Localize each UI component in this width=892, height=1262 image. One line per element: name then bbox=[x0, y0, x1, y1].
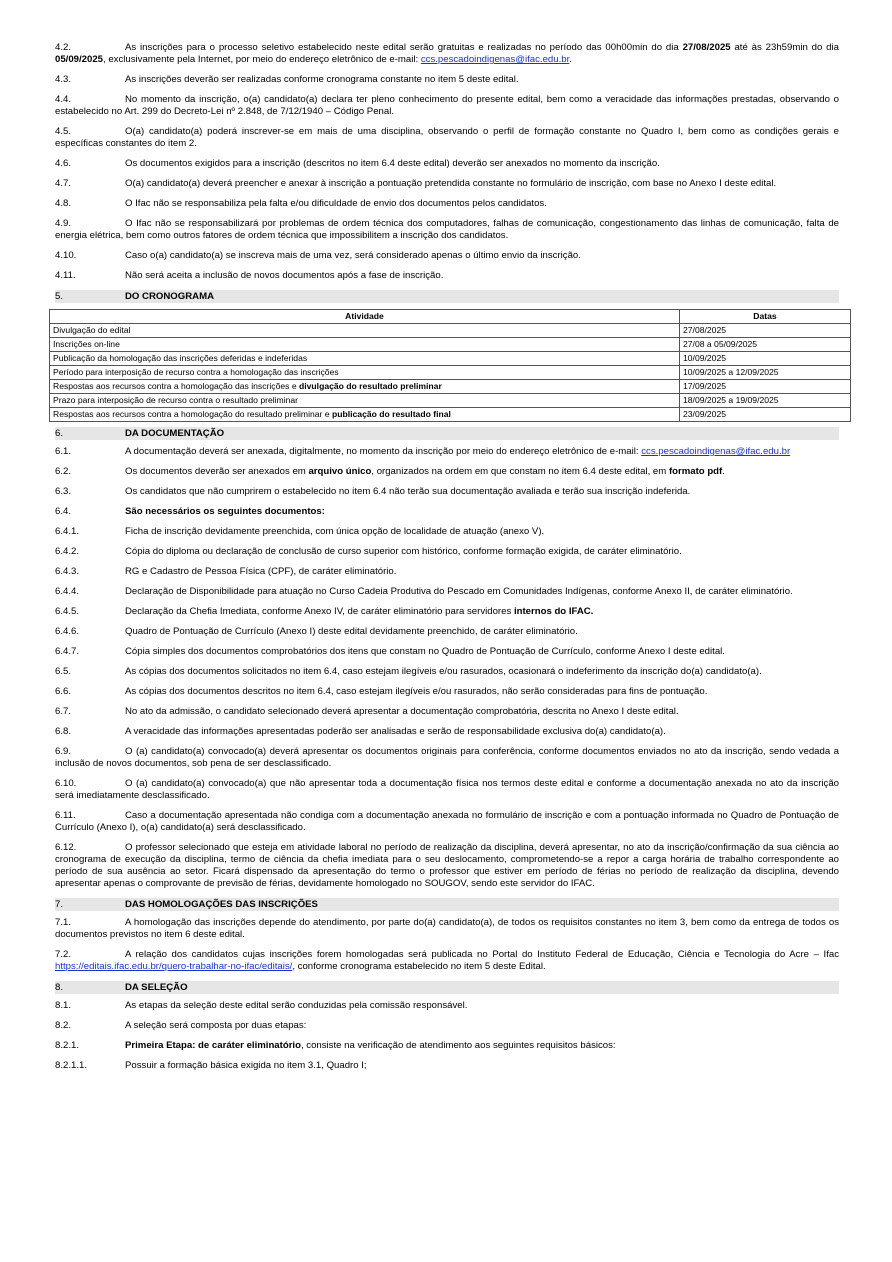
date-cell: 17/09/2025 bbox=[680, 380, 851, 394]
section-title: DAS HOMOLOGAÇÕES DAS INSCRIÇÕES bbox=[125, 899, 318, 910]
clause-text: Cópia simples dos documentos comprobatórios dos itens que constam no Quadro de Pontuação de Currículo, conforme Anexo I deste edital. bbox=[125, 646, 725, 657]
clause-number: 4.4. bbox=[55, 94, 72, 105]
clause-text: Possuir a formação básica exigida no item 3.1, Quadro I; bbox=[125, 1060, 367, 1071]
clause-number: 4.5. bbox=[55, 126, 72, 137]
schedule-table bbox=[49, 309, 851, 422]
clause-text: . bbox=[722, 466, 725, 477]
table-row bbox=[50, 338, 851, 352]
table-header-row bbox=[50, 310, 851, 324]
table-row bbox=[50, 352, 851, 366]
clause-6-2 bbox=[55, 466, 839, 478]
clause-4-10 bbox=[55, 250, 839, 262]
clause-text: A veracidade das informações apresentadas poderão ser analisadas e serão de responsabilidade exclusiva do(a) candidato(a). bbox=[125, 726, 666, 737]
clause-8-1 bbox=[55, 1000, 839, 1012]
clause-text: O(a) candidato(a) poderá inscrever-se em mais de uma disciplina, observando o perfil de formação constante no Quadro I, bem como as condições gerais e específicas constantes do item 2. bbox=[55, 126, 839, 149]
clause-text: Caso o(a) candidato(a) se inscreva mais de uma vez, será considerado apenas o último envio da inscrição. bbox=[125, 250, 581, 261]
clause-text: O professor selecionado que esteja em atividade laboral no período de realização da disciplina, deverá apresentar, no ato da inscrição/confirmação da sua ciência ao cronograma de execução da disciplina, termo de ciência da chefia imediata para o seu deslocamento, comprometendo-se a repor a carga horária de trabalho correspondente ao período de sua ausência ao setor. Ficará dispensado da apresentação do termo o professor que estiver em período de férias no período de realização da disciplina, devendo apresentar apenas o comprovante de previsão de férias, devidamente homologado no SOUGOV, sendo este servidor do IFAC. bbox=[55, 842, 839, 889]
clause-8-2-1-1 bbox=[55, 1060, 839, 1072]
clause-text: No ato da admissão, o candidato selecionado deverá apresentar a documentação comprobatória, descrita no Anexo I deste edital. bbox=[125, 706, 679, 717]
activity-cell bbox=[50, 408, 680, 422]
clause-number: 7.1. bbox=[55, 917, 72, 928]
clause-6-4-4 bbox=[55, 586, 839, 598]
clause-number: 6.4.2. bbox=[55, 546, 80, 557]
clause-number: 6.10. bbox=[55, 778, 77, 789]
clause-number: 4.10. bbox=[55, 250, 77, 261]
clause-4-4 bbox=[55, 94, 839, 118]
clause-text: As etapas da seleção deste edital serão conduzidas pela comissão responsável. bbox=[125, 1000, 468, 1011]
clause-number: 4.8. bbox=[55, 198, 72, 209]
clause-text: . bbox=[569, 54, 572, 65]
clause-text: Cópia do diploma ou declaração de conclusão de curso superior com histórico, conforme formação exigida, de caráter eliminatório. bbox=[125, 546, 682, 557]
clause-6-1 bbox=[55, 446, 839, 458]
bold-text: formato pdf bbox=[668, 466, 723, 477]
activity-text: Período para interposição de recurso contra a homologação das inscrições bbox=[53, 367, 339, 377]
clause-4-9 bbox=[55, 218, 839, 242]
clause-number: 7.2. bbox=[55, 949, 72, 960]
clause-text: A homologação das inscrições depende do atendimento, por parte do(a) candidato(a), de todos os requisitos constantes no item 3, bem como da entrega de todos os documentos previstos no item 6 deste edital. bbox=[55, 917, 839, 940]
activity-cell bbox=[50, 366, 680, 380]
activity-bold-text: publicação do resultado final bbox=[331, 409, 451, 419]
clause-text: O Ifac não se responsabilizará por problemas de ordem técnica dos computadores, falhas de comunicação, congestionamento das linhas de comunicação, falta de energia elétrica, bem como outros fatores de ordem técnica que impossibilitem a inscrição dos candidatos. bbox=[55, 218, 839, 241]
clause-6-4-1 bbox=[55, 526, 839, 538]
clause-text: Caso a documentação apresentada não condiga com a documentação anexada no formulário de inscrição e com a pontuação informada no Quadro de Pontuação de Currículo (Anexo I), o(a) candidato(a) será desclassificado. bbox=[55, 810, 839, 833]
clause-4-11 bbox=[55, 270, 839, 282]
column-header-activity: Atividade bbox=[50, 310, 680, 324]
activity-text: Divulgação do edital bbox=[53, 325, 131, 335]
clause-7-2 bbox=[55, 949, 839, 973]
clause-text: até às 23h59min do dia bbox=[730, 42, 839, 53]
clause-number: 6.3. bbox=[55, 486, 72, 497]
section-heading-5 bbox=[55, 290, 839, 303]
table-row bbox=[50, 366, 851, 380]
section-title: DO CRONOGRAMA bbox=[125, 291, 215, 302]
clause-number: 4.6. bbox=[55, 158, 72, 169]
clause-text: Os candidatos que não cumprirem o estabelecido no item 6.4 não terão sua documentação avaliada e terão sua inscrição indeferida. bbox=[125, 486, 691, 497]
date-cell: 10/09/2025 bbox=[680, 352, 851, 366]
clause-text: As inscrições deverão ser realizadas conforme cronograma constante no item 5 deste edital. bbox=[125, 74, 519, 85]
clause-6-10 bbox=[55, 778, 839, 802]
clause-4-6 bbox=[55, 158, 839, 170]
activity-cell bbox=[50, 380, 680, 394]
clause-number: 6.4.5. bbox=[55, 606, 80, 617]
section-number: 5. bbox=[55, 291, 64, 302]
date-cell: 27/08 a 05/09/2025 bbox=[680, 338, 851, 352]
clause-text: , exclusivamente pela Internet, por meio do endereço eletrônico de e-mail: bbox=[103, 54, 421, 65]
clause-6-4-6 bbox=[55, 626, 839, 638]
clause-number: 4.2. bbox=[55, 42, 72, 53]
clause-text: As cópias dos documentos descritos no item 6.4, caso estejam ilegíveis e/ou rasurados, não serão consideradas para fins de pontuação. bbox=[125, 686, 708, 697]
activity-cell bbox=[50, 324, 680, 338]
clause-text: Ficha de inscrição devidamente preenchida, com única opção de localidade de atuação (anexo V). bbox=[125, 526, 545, 537]
clause-number: 6.7. bbox=[55, 706, 72, 717]
clause-number: 6.2. bbox=[55, 466, 72, 477]
clause-number: 6.9. bbox=[55, 746, 72, 757]
table-row bbox=[50, 394, 851, 408]
clause-6-8 bbox=[55, 726, 839, 738]
clause-text: , organizados na ordem em que constam no item 6.4 deste edital, em bbox=[371, 466, 669, 477]
section-number: 6. bbox=[55, 428, 64, 439]
clause-6-6 bbox=[55, 686, 839, 698]
clause-4-7 bbox=[55, 178, 839, 190]
clause-number: 6.8. bbox=[55, 726, 72, 737]
clause-text: O Ifac não se responsabiliza pela falta e/ou dificuldade de envio dos documentos pelos candidatos. bbox=[125, 198, 547, 209]
clause-text: As inscrições para o processo seletivo estabelecido neste edital serão gratuitas e realizadas no período das 00h00min do dia bbox=[125, 42, 683, 53]
clause-number: 8.2.1. bbox=[55, 1040, 80, 1051]
activity-cell bbox=[50, 394, 680, 408]
activity-text: Inscrições on-line bbox=[53, 339, 120, 349]
section-heading-7 bbox=[55, 898, 839, 911]
clause-7-1 bbox=[55, 917, 839, 941]
clause-text: O(a) candidato(a) deverá preencher e anexar à inscrição a pontuação pretendida constante no formulário de inscrição, com base no Anexo I deste edital. bbox=[125, 178, 777, 189]
clause-number: 6.4. bbox=[55, 506, 72, 517]
clause-text: , consiste na verificação de atendimento aos seguintes requisitos básicos: bbox=[300, 1040, 616, 1051]
clause-4-5 bbox=[55, 126, 839, 150]
column-header-dates: Datas bbox=[680, 310, 851, 324]
date-cell: 23/09/2025 bbox=[680, 408, 851, 422]
date-start: 27/08/2025 bbox=[682, 42, 731, 53]
clause-number: 4.9. bbox=[55, 218, 72, 229]
email-link[interactable]: ccs.pescadoindigenas@ifac.edu.br bbox=[641, 446, 791, 457]
clause-text: Os documentos exigidos para a inscrição (descritos no item 6.4 deste edital) deverão ser anexados no momento da inscrição. bbox=[125, 158, 660, 169]
clause-text: Os documentos deverão ser anexados em bbox=[125, 466, 309, 477]
section-title: DA SELEÇÃO bbox=[125, 982, 188, 993]
clause-number: 8.1. bbox=[55, 1000, 72, 1011]
clause-number: 4.3. bbox=[55, 74, 72, 85]
clause-text: Declaração da Chefia Imediata, conforme Anexo IV, de caráter eliminatório para servidores bbox=[125, 606, 514, 617]
clause-6-4-2 bbox=[55, 546, 839, 558]
clause-number: 6.4.4. bbox=[55, 586, 80, 597]
date-end: 05/09/2025 bbox=[55, 54, 104, 65]
clause-6-4 bbox=[55, 506, 839, 518]
clause-number: 6.6. bbox=[55, 686, 72, 697]
clause-text: Declaração de Disponibilidade para atuação no Curso Cadeia Produtiva do Pescado em Comunidades Indígenas, conforme Anexo II, de caráter eliminatório. bbox=[125, 586, 793, 597]
date-cell: 27/08/2025 bbox=[680, 324, 851, 338]
section-number: 7. bbox=[55, 899, 64, 910]
bold-text: arquivo único bbox=[308, 466, 372, 477]
clause-8-2 bbox=[55, 1020, 839, 1032]
clause-number: 6.4.1. bbox=[55, 526, 80, 537]
activity-cell bbox=[50, 352, 680, 366]
clause-number: 6.4.3. bbox=[55, 566, 80, 577]
clause-6-9 bbox=[55, 746, 839, 770]
clause-6-5 bbox=[55, 666, 839, 678]
clause-text: , conforme cronograma estabelecido no item 5 deste Edital. bbox=[292, 961, 546, 972]
clause-number: 6.4.7. bbox=[55, 646, 80, 657]
clause-6-11 bbox=[55, 810, 839, 834]
clause-number: 6.12. bbox=[55, 842, 77, 853]
clause-number: 4.11. bbox=[55, 270, 76, 281]
clause-6-4-5 bbox=[55, 606, 839, 618]
clause-6-7 bbox=[55, 706, 839, 718]
table-row bbox=[50, 408, 851, 422]
clause-text: As cópias dos documentos solicitados no item 6.4, caso estejam ilegíveis e/ou rasurados, ocasionará o indeferimento da inscrição do(a) candidato(a). bbox=[125, 666, 762, 677]
section-number: 8. bbox=[55, 982, 64, 993]
section-heading-6 bbox=[55, 427, 839, 440]
clause-number: 6.11. bbox=[55, 810, 76, 821]
clause-4-2 bbox=[55, 42, 839, 66]
clause-6-4-7 bbox=[55, 646, 839, 658]
clause-number: 8.2.1.1. bbox=[55, 1060, 88, 1071]
clause-4-3 bbox=[55, 74, 839, 86]
clause-text: O (a) candidato(a) convocado(a) deverá apresentar os documentos originais para conferência, conforme documentos enviados no ato da inscrição, sendo vedada a inclusão de novos documentos, sob pena de ser desclassificado. bbox=[55, 746, 839, 769]
clause-text: O (a) candidato(a) convocado(a) que não apresentar toda a documentação física nos termos deste edital e conforme a documentação anexada no ato da inscrição será imediatamente desclassificado. bbox=[55, 778, 839, 801]
clause-text: Quadro de Pontuação de Currículo (Anexo I) deste edital devidamente preenchido, de caráter eliminatório. bbox=[125, 626, 578, 637]
editais-link[interactable]: https://editais.ifac.edu.br/quero-trabalhar-no-ifac/editais/ bbox=[55, 961, 293, 972]
clause-text: A seleção será composta por duas etapas: bbox=[125, 1020, 307, 1031]
activity-text: Respostas aos recursos contra a homologação das inscrições e bbox=[53, 381, 300, 391]
clause-4-8 bbox=[55, 198, 839, 210]
clause-number: 6.1. bbox=[55, 446, 72, 457]
clause-number: 4.7. bbox=[55, 178, 72, 189]
clause-6-12 bbox=[55, 842, 839, 890]
clause-text: A relação dos candidatos cujas inscrições forem homologadas será publicada no Portal do Instituto Federal de Educação, Ciência e Tecnologia do Acre – Ifac bbox=[125, 949, 839, 960]
activity-text: Respostas aos recursos contra a homologação do resultado preliminar e bbox=[53, 409, 332, 419]
activity-cell bbox=[50, 338, 680, 352]
date-cell: 18/09/2025 a 19/09/2025 bbox=[680, 394, 851, 408]
email-link[interactable]: ccs.pescadoindigenas@ifac.edu.br bbox=[420, 54, 570, 65]
clause-text: Não será aceita a inclusão de novos documentos após a fase de inscrição. bbox=[125, 270, 444, 281]
table-row bbox=[50, 380, 851, 394]
clause-6-4-3 bbox=[55, 566, 839, 578]
bold-text: Primeira Etapa: de caráter eliminatório bbox=[125, 1040, 301, 1051]
clause-number: 8.2. bbox=[55, 1020, 72, 1031]
clause-text: São necessários os seguintes documentos: bbox=[125, 506, 325, 517]
document-page bbox=[55, 42, 839, 1080]
clause-text: RG e Cadastro de Pessoa Física (CPF), de caráter eliminatório. bbox=[125, 566, 397, 577]
bold-text: internos do IFAC. bbox=[513, 606, 594, 617]
section-heading-8 bbox=[55, 981, 839, 994]
clause-number: 6.4.6. bbox=[55, 626, 80, 637]
clause-8-2-1 bbox=[55, 1040, 839, 1052]
clause-text: A documentação deverá ser anexada, digitalmente, no momento da inscrição por meio do endereço eletrônico de e-mail: bbox=[125, 446, 642, 457]
clause-6-3 bbox=[55, 486, 839, 498]
clause-number: 6.5. bbox=[55, 666, 72, 677]
date-cell: 10/09/2025 a 12/09/2025 bbox=[680, 366, 851, 380]
activity-text: Publicação da homologação das inscrições deferidas e indeferidas bbox=[53, 353, 308, 363]
section-title: DA DOCUMENTAÇÃO bbox=[125, 428, 225, 439]
clause-text: No momento da inscrição, o(a) candidato(a) declara ter pleno conhecimento do presente edital, bem como a veracidade das informações prestadas, observando o estabelecido no Art. 299 do Decreto-Lei nº 2.848, de 7/12/1940 – Código Penal. bbox=[55, 94, 839, 117]
activity-bold-text: divulgação do resultado preliminar bbox=[299, 381, 442, 391]
activity-text: Prazo para interposição de recurso contra o resultado preliminar bbox=[53, 395, 299, 405]
table-row bbox=[50, 324, 851, 338]
